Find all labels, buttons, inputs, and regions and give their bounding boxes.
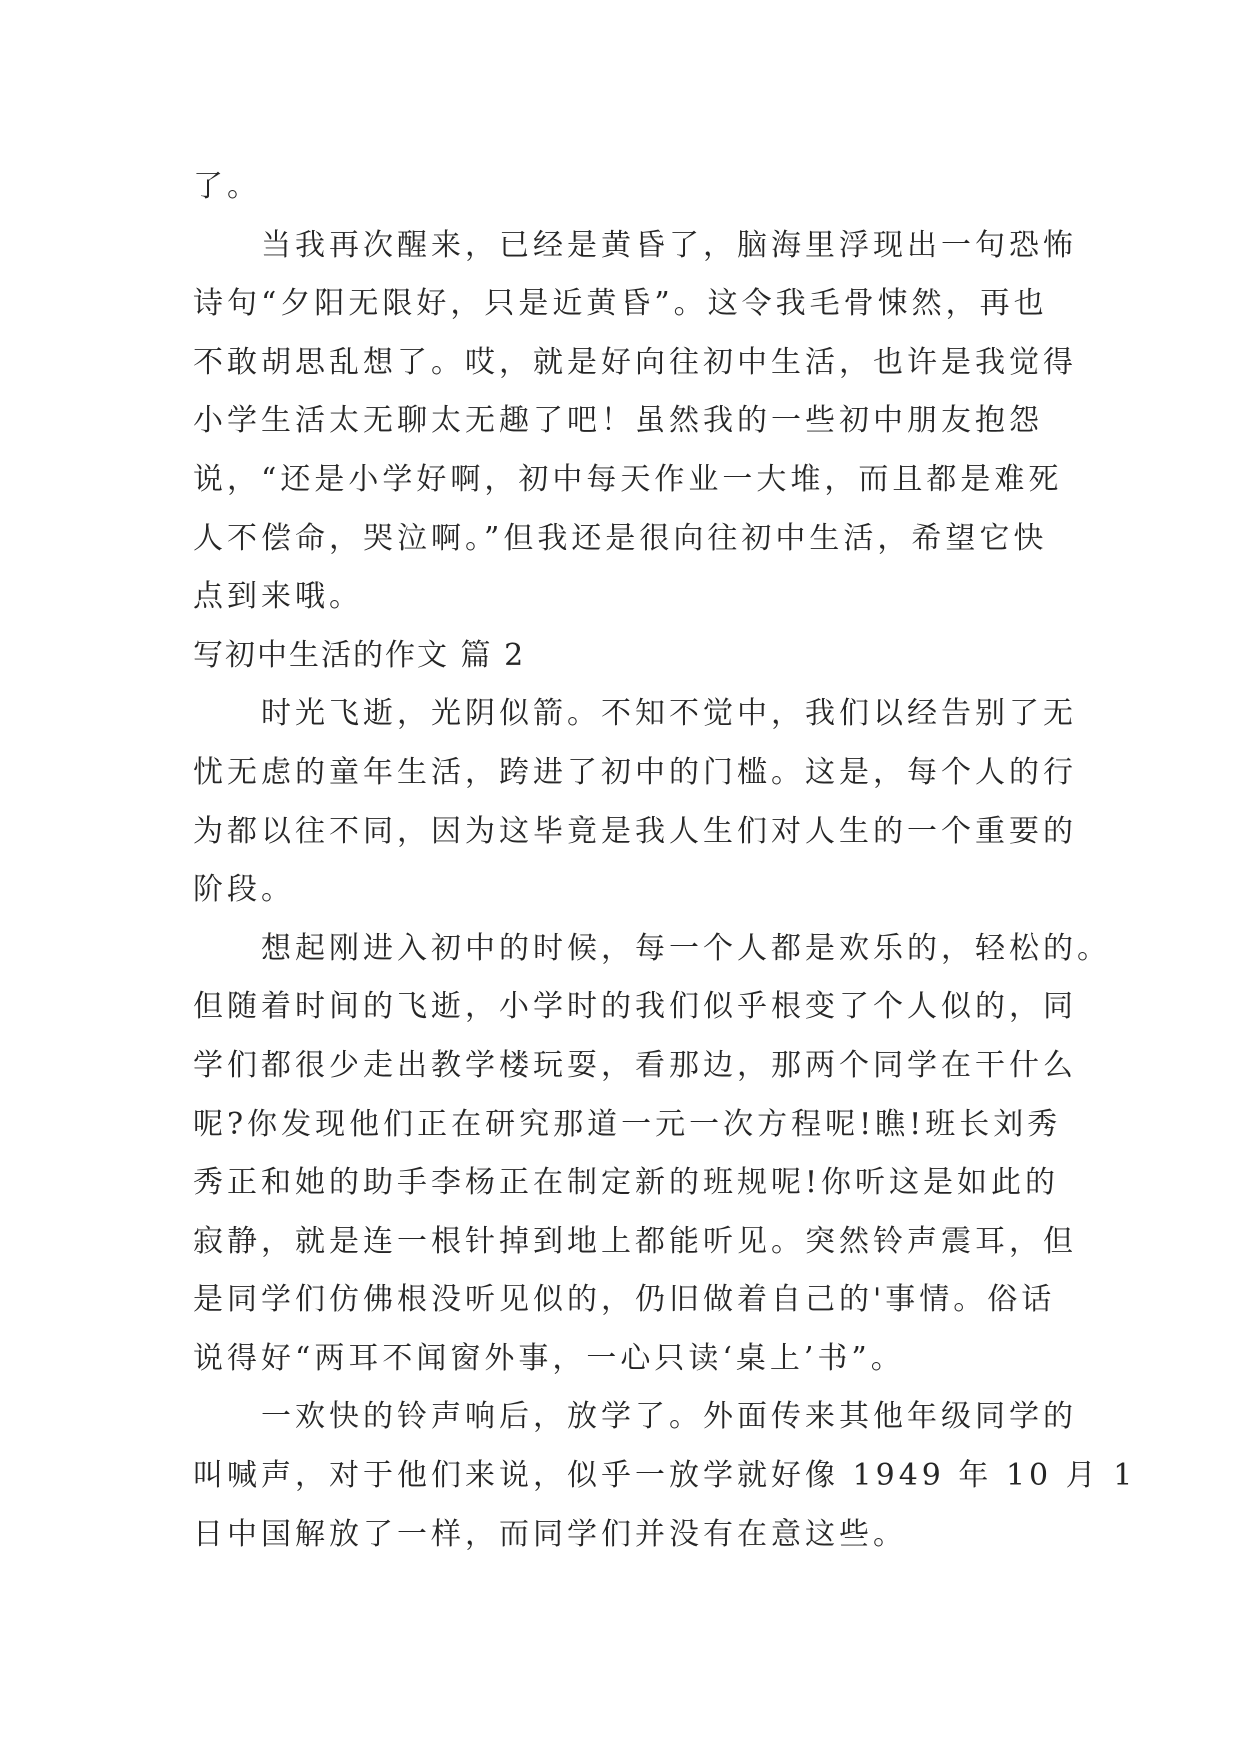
text-line: 秀正和她的助手李杨正在制定新的班规呢!你听这是如此的	[193, 1165, 1060, 1201]
text-body	[193, 158, 1137, 1564]
text-line: 为都以往不同，因为这毕竟是我人生们对人生的一个重要的	[193, 813, 1077, 849]
paragraph-first-line: 时光飞逝，光阴似箭。不知不觉中，我们以经告别了无	[261, 696, 1077, 732]
paragraph-first-line: 想起刚进入初中的时候，每一个人都是欢乐的，轻松的。	[261, 930, 1111, 966]
text-line: 诗句“夕阳无限好，只是近黄昏”。这令我毛骨悚然，再也	[193, 286, 1048, 322]
text-line: 人不偿命，哭泣啊。”但我还是很向往初中生活，希望它快	[193, 520, 1048, 556]
text-line: 日中国解放了一样，而同学们并没有在意这些。	[193, 1516, 907, 1552]
text-line: 呢?你发现他们正在研究那道一元一次方程呢!瞧!班长刘秀	[193, 1106, 1062, 1142]
text-line: 寂静，就是连一根针掉到地上都能听见。突然铃声震耳，但	[193, 1223, 1077, 1259]
paragraph-first-line: 一欢快的铃声响后，放学了。外面传来其他年级同学的	[261, 1399, 1077, 1435]
section-heading: 写初中生活的作文 篇 2	[193, 637, 526, 673]
text-line: 忧无虑的童年生活，跨进了初中的门槛。这是，每个人的行	[193, 754, 1077, 790]
text-line: 但随着时间的飞逝，小学时的我们似乎根变了个人似的，同	[193, 989, 1077, 1025]
text-line: 学们都很少走出教学楼玩耍，看那边，那两个同学在干什么	[193, 1047, 1077, 1083]
text-line: 说，“还是小学好啊，初中每天作业一大堆，而且都是难死	[193, 461, 1063, 497]
text-line: 点到来哦。	[193, 579, 363, 615]
text-line: 不敢胡思乱想了。哎，就是好向往初中生活，也许是我觉得	[193, 344, 1077, 380]
text-line: 小学生活太无聊太无趣了吧！虽然我的一些初中朋友抱怨	[193, 403, 1043, 439]
text-line: 说得好“两耳不闻窗外事，一心只读‘桌上’书”。	[193, 1340, 905, 1376]
text-line: 叫喊声，对于他们来说，似乎一放学就好像 1949 年 10 月 1	[193, 1458, 1137, 1494]
text-line: 是同学们仿佛根没听见似的，仍旧做着自己的'事情。俗话	[193, 1282, 1056, 1318]
text-line: 了。	[193, 169, 261, 204]
paragraph-first-line: 当我再次醒来，已经是黄昏了，脑海里浮现出一句恐怖	[261, 227, 1077, 263]
text-line: 阶段。	[193, 872, 295, 908]
